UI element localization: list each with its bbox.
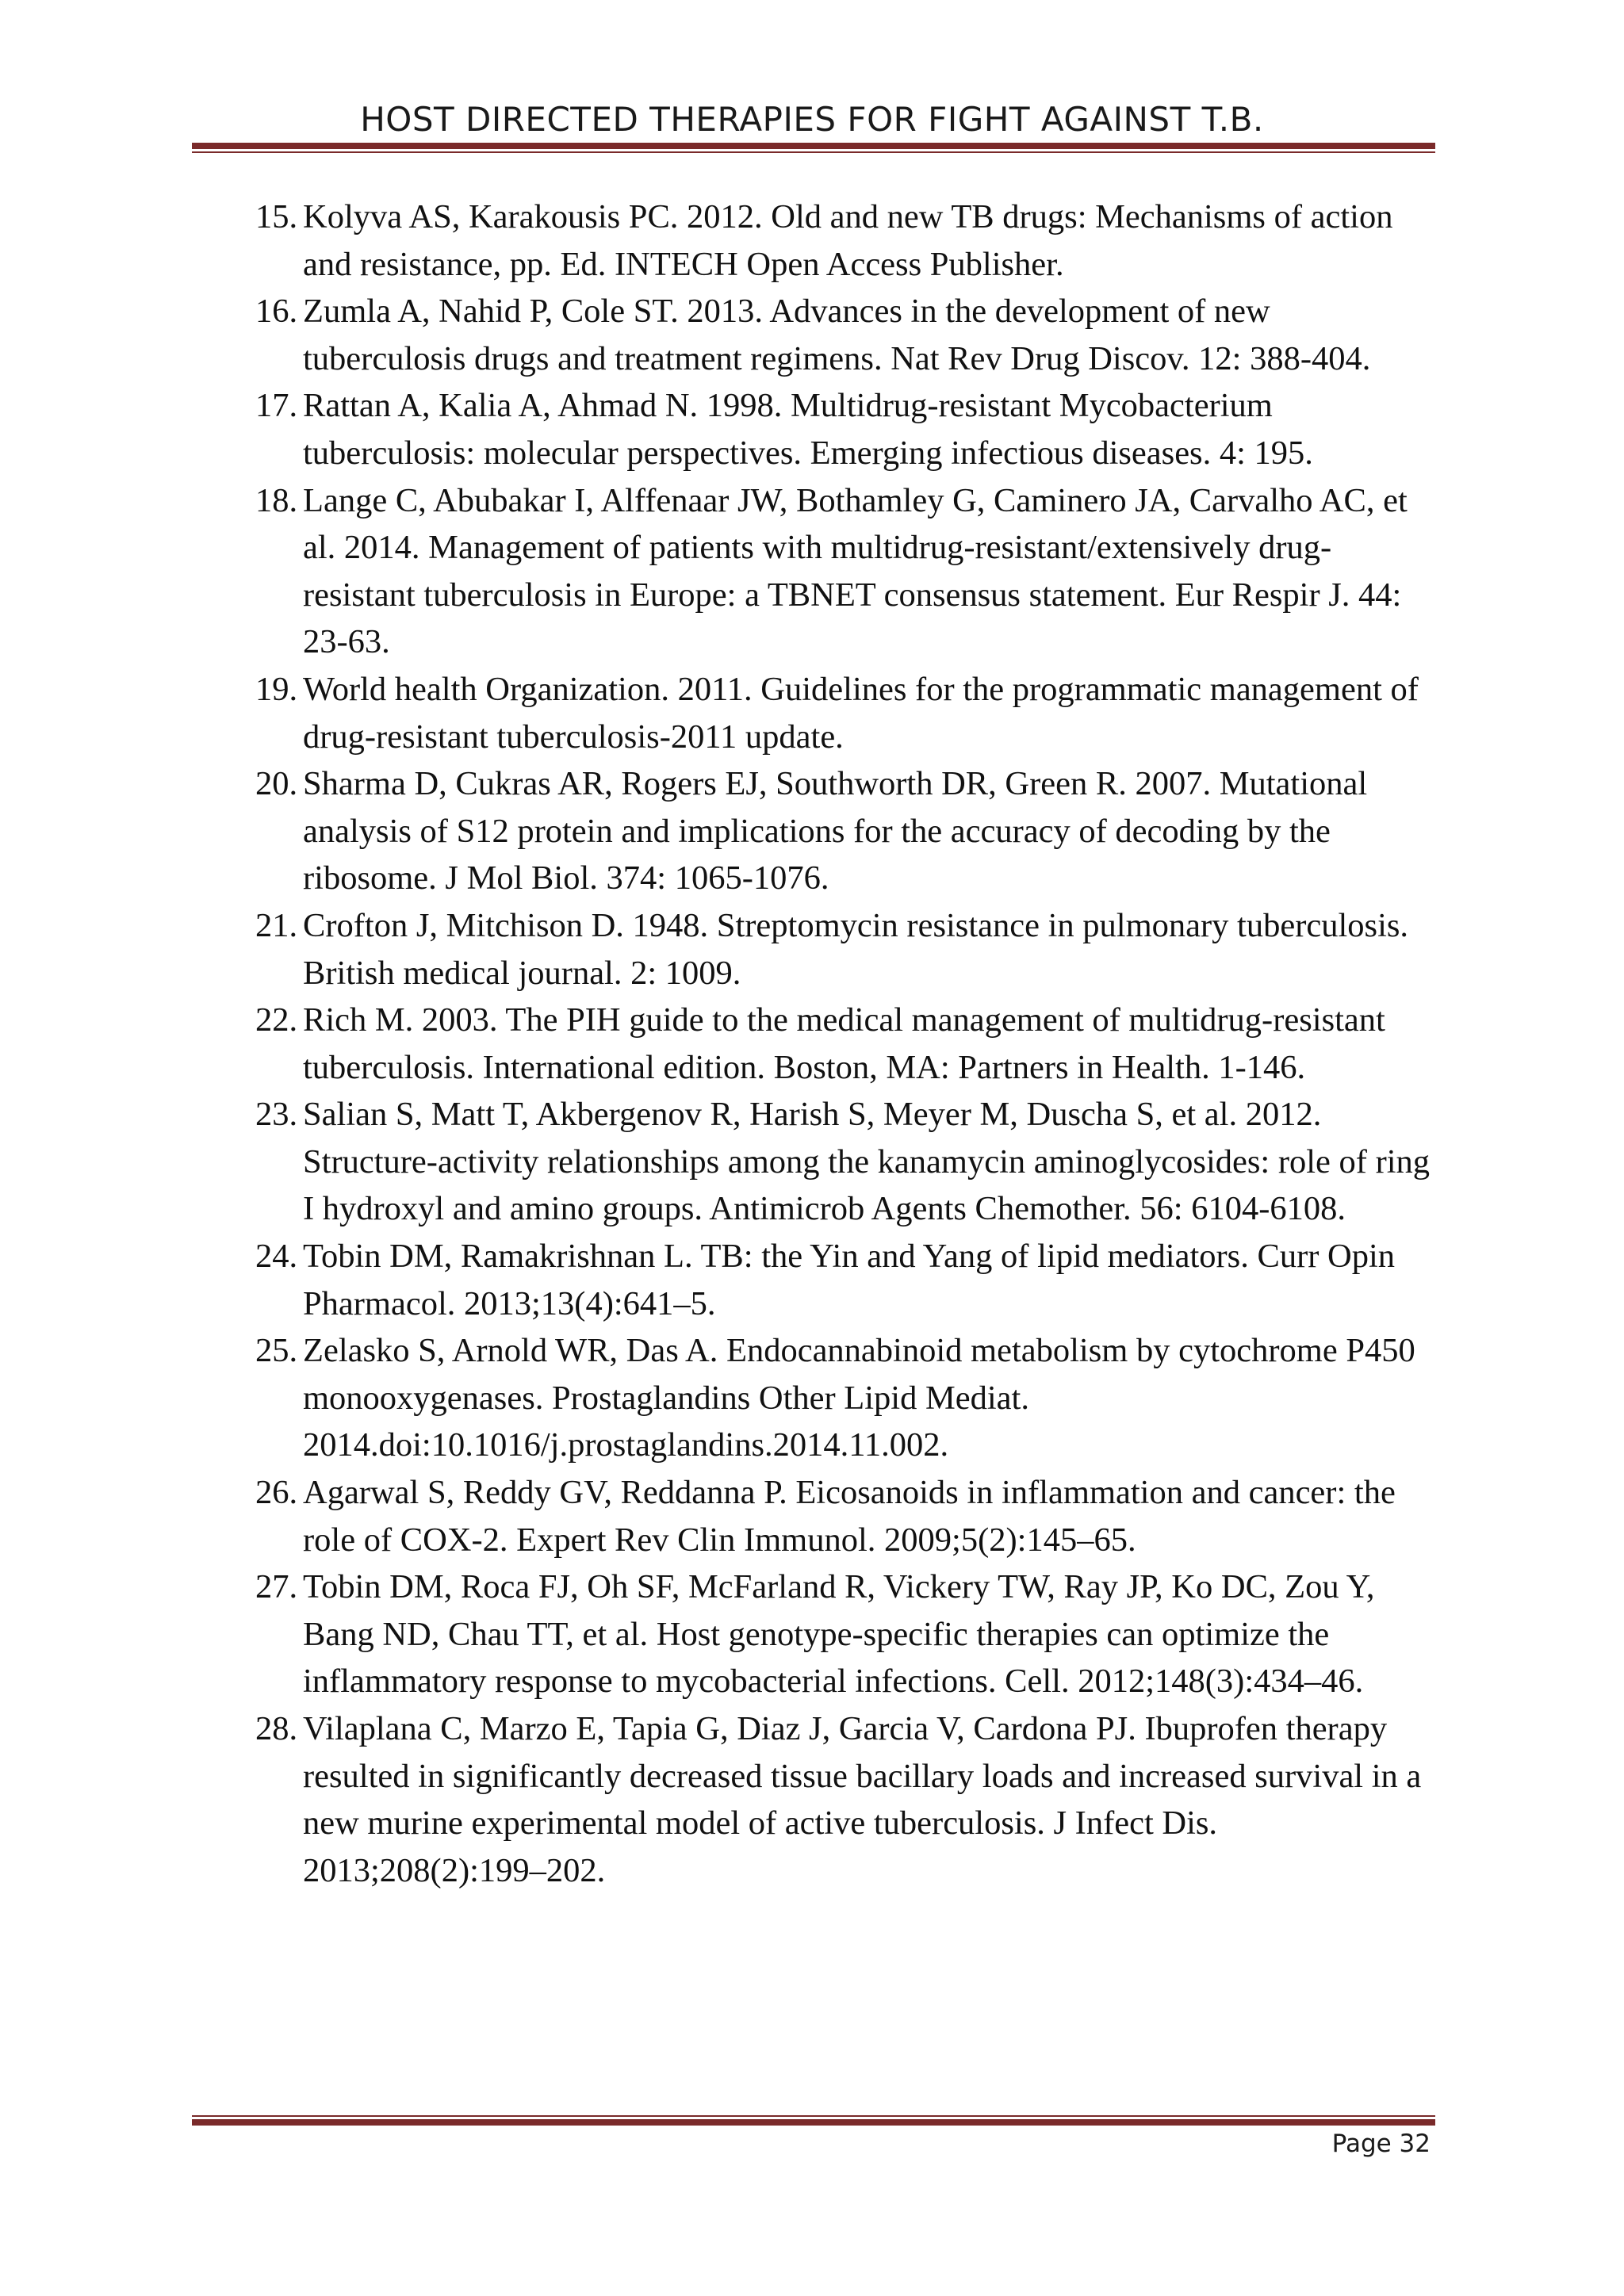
header-divider-thick-line: [192, 143, 1435, 149]
footer-divider-thick-line: [192, 2119, 1435, 2126]
reference-item: [255, 1091, 1437, 1233]
reference-item: [255, 477, 1437, 666]
footer-divider-thin-line: [192, 2115, 1435, 2117]
reference-number: 18.: [255, 481, 298, 519]
reference-text: Tobin DM, Roca FJ, Oh SF, McFarland R, Vickery TW, Ray JP, Ko DC, Zou Y, Bang ND, Chau TT, et al. Host genotype-specific therapies can optimize the inflammatory response to mycobacterial infections. Cell. 2012;148(3):434–46.: [303, 1568, 1375, 1701]
reference-text: Tobin DM, Ramakrishnan L. TB: the Yin and Yang of lipid mediators. Curr Opin Pharmacol. 2013;13(4):641–5.: [303, 1238, 1395, 1322]
reference-text: Kolyva AS, Karakousis PC. 2012. Old and new TB drugs: Mechanisms of action and resistance, pp. Ed. INTECH Open Access Publisher.: [303, 198, 1393, 283]
reference-number: 20.: [255, 765, 298, 803]
reference-number: 23.: [255, 1096, 298, 1134]
reference-number: 16.: [255, 293, 298, 331]
reference-item: [255, 666, 1437, 760]
reference-item: [255, 1563, 1437, 1705]
reference-text: Rich M. 2003. The PIH guide to the medical management of multidrug-resistant tuberculosis. International edition. Boston, MA: Partners in Health. 1-146.: [303, 1001, 1385, 1086]
reference-number: 19.: [255, 670, 298, 708]
reference-number: 24.: [255, 1238, 298, 1276]
reference-text: World health Organization. 2011. Guidelines for the programmatic management of drug-resistant tuberculosis-2011 update.: [303, 670, 1419, 756]
reference-number: 26.: [255, 1474, 298, 1512]
reference-item: [255, 1469, 1437, 1563]
reference-text: Sharma D, Cukras AR, Rogers EJ, Southworth DR, Green R. 2007. Mutational analysis of S12 protein and implications for the accuracy of decoding by the ribosome. J Mol Biol. 374: 1065-1076.: [303, 765, 1368, 897]
reference-text: Salian S, Matt T, Akbergenov R, Harish S, Meyer M, Duscha S, et al. 2012. Structure-activity relationships among the kanamycin aminoglycosides: role of ring I hydroxyl and amino groups. Antimicrob Agents Chemother. 56: 6104-6108.: [303, 1096, 1431, 1228]
reference-number: 21.: [255, 906, 298, 944]
reference-text: Crofton J, Mitchison D. 1948. Streptomycin resistance in pulmonary tuberculosis. British medical journal. 2: 1009.: [303, 906, 1409, 992]
reference-number: 25.: [255, 1332, 298, 1370]
reference-number: 15.: [255, 198, 298, 235]
reference-item: [255, 1327, 1437, 1469]
reference-number: 17.: [255, 387, 298, 425]
reference-list: [255, 193, 1437, 1894]
reference-text: Lange C, Abubakar I, Alffenaar JW, Bothamley G, Caminero JA, Carvalho AC, et al. 2014. Management of patients with multidrug-resistant/extensively drug- resistant tuberculosis in Europe: a TBNET consensus statement. Eur Respir J. 44: 23-63.: [303, 481, 1408, 661]
page-number: Page 32: [1331, 2130, 1431, 2158]
reference-item: [255, 1233, 1437, 1327]
reference-number: 22.: [255, 1001, 298, 1039]
reference-item: [255, 288, 1437, 382]
reference-item: [255, 382, 1437, 476]
reference-number: 28.: [255, 1710, 298, 1747]
reference-text: Agarwal S, Reddy GV, Reddanna P. Eicosanoids in inflammation and cancer: the role of COX-2. Expert Rev Clin Immunol. 2009;5(2):145–65.: [303, 1474, 1396, 1559]
header-divider: [192, 143, 1435, 153]
reference-item: [255, 193, 1437, 288]
footer-divider: [192, 2115, 1435, 2126]
reference-text: Vilaplana C, Marzo E, Tapia G, Diaz J, Garcia V, Cardona PJ. Ibuprofen therapy resulted in significantly decreased tissue bacillary loads and increased survival in a new murine experimental model of active tuberculosis. J Infect Dis. 2013;208(2):199–202.: [303, 1710, 1422, 1889]
reference-text: Zelasko S, Arnold WR, Das A. Endocannabinoid metabolism by cytochrome P450 monooxygenases. Prostaglandins Other Lipid Mediat. 2014.doi:10.1016/j.prostaglandins.2014.11.002.: [303, 1332, 1415, 1464]
reference-item: [255, 760, 1437, 902]
reference-number: 27.: [255, 1568, 298, 1606]
header-divider-thin-line: [192, 151, 1435, 153]
reference-text: Zumla A, Nahid P, Cole ST. 2013. Advances in the development of new tuberculosis drugs and treatment regimens. Nat Rev Drug Discov. 12: 388-404.: [303, 293, 1371, 377]
reference-text: Rattan A, Kalia A, Ahmad N. 1998. Multidrug-resistant Mycobacterium tuberculosis: molecular perspectives. Emerging infectious diseases. 4: 195.: [303, 387, 1313, 472]
reference-item: [255, 1705, 1437, 1894]
reference-item: [255, 997, 1437, 1091]
page-header-title: HOST DIRECTED THERAPIES FOR FIGHT AGAINST T.B.: [360, 100, 1264, 139]
reference-item: [255, 902, 1437, 997]
